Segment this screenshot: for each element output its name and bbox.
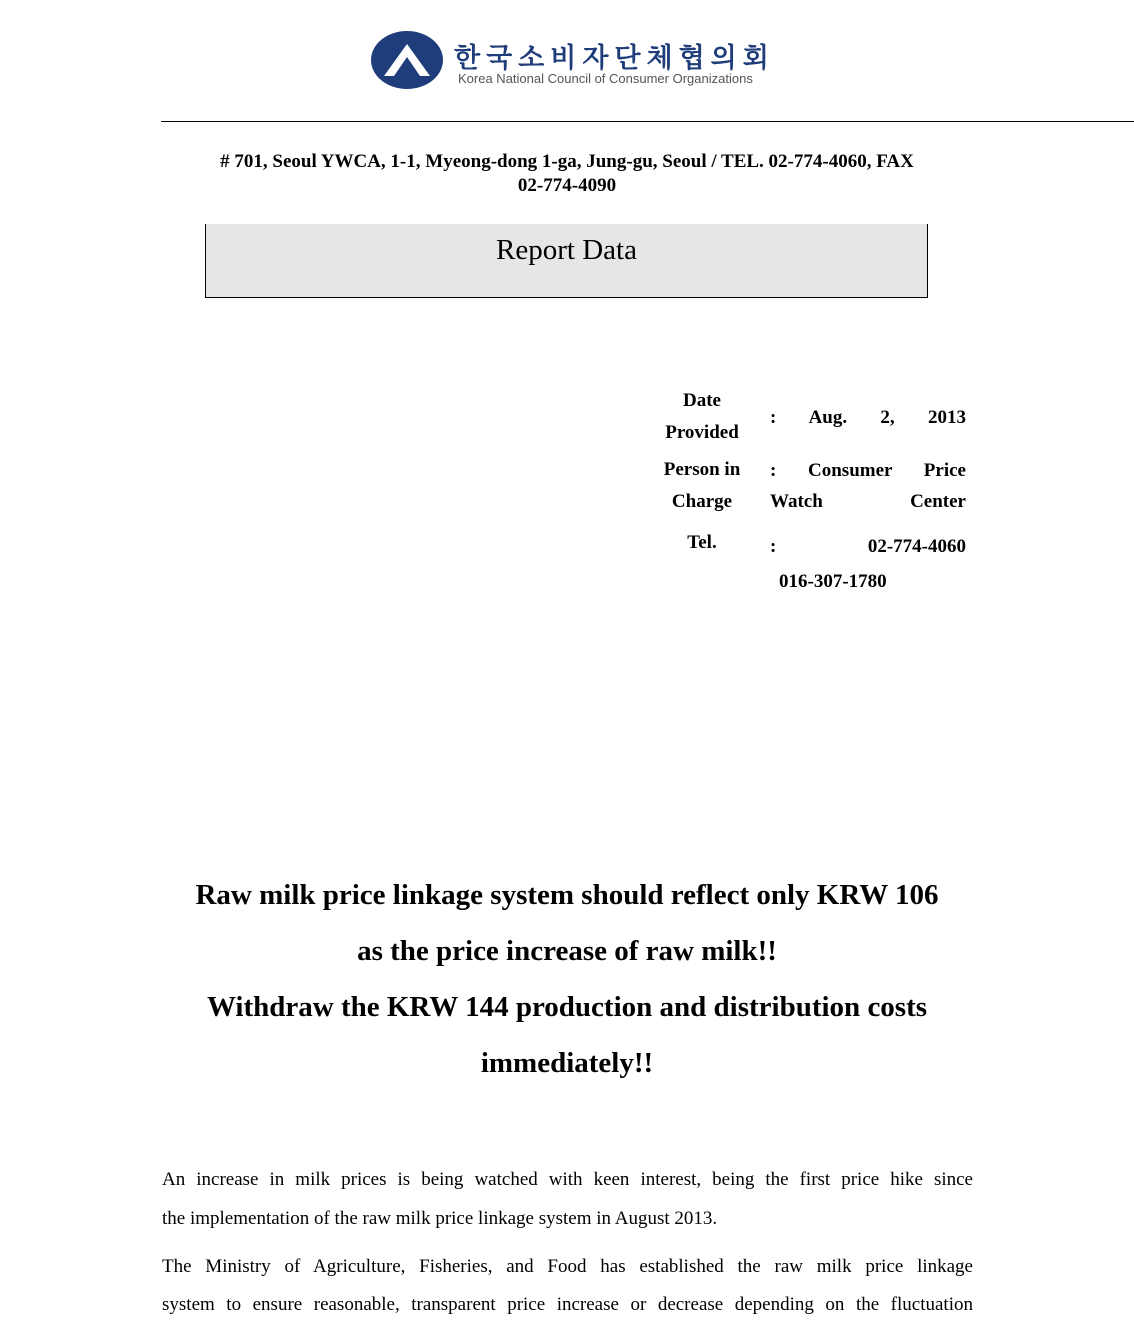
organization-logo [370,30,775,92]
header-divider [161,121,1134,122]
person-label-line-1: Person in [663,459,741,480]
council-logo-icon [370,30,444,90]
report-title: Report Data [496,234,637,266]
address-block [166,150,968,198]
headline-line-3: Withdraw the KRW 144 production and distribution costs [206,991,928,1023]
tel-label: Tel. [687,532,717,553]
date-label-line-1: Date [683,390,721,411]
tel-value-line-2: 016-307-1780 [779,571,887,592]
headline-line-4: immediately!! [480,1047,654,1079]
paragraph-1-line-2: the implementation of the raw milk price linkage system in August 2013. [162,1208,718,1229]
address-line-2: 02-774-4090 [517,175,617,196]
date-label-line-2: Provided [665,422,739,443]
report-title-box [205,224,928,298]
address-line-1: # 701, Seoul YWCA, 1-1, Myeong-dong 1-ga, Jung-gu, Seoul / TEL. 02-774-4060, FAX [220,151,914,172]
tel-value-line-1: : 02-774-4060 [770,536,966,557]
paragraph-1-line-1: An increase in milk prices is being watched with keen interest, being the first price hike since [162,1169,973,1190]
headline-line-1: Raw milk price linkage system should reflect only KRW 106 [195,879,939,911]
paragraph-2-line-2: system to ensure reasonable, transparent price increase or decrease depending on the fluctuation [162,1294,973,1315]
paragraph-2-line-1: The Ministry of Agriculture, Fisheries, and Food has established the raw milk price linkage [162,1256,973,1277]
org-name-english: Korea National Council of Consumer Organizations [458,71,753,86]
date-value: : Aug. 2, 2013 [770,407,966,428]
org-name-korean: 한국소비자단체협의회 [454,43,775,74]
headline-line-2: as the price increase of raw milk!! [357,935,777,967]
person-value-line-2: Watch Center [770,491,966,512]
person-label-line-2: Charge [671,491,733,512]
person-value-line-1: : Consumer Price [770,460,966,481]
